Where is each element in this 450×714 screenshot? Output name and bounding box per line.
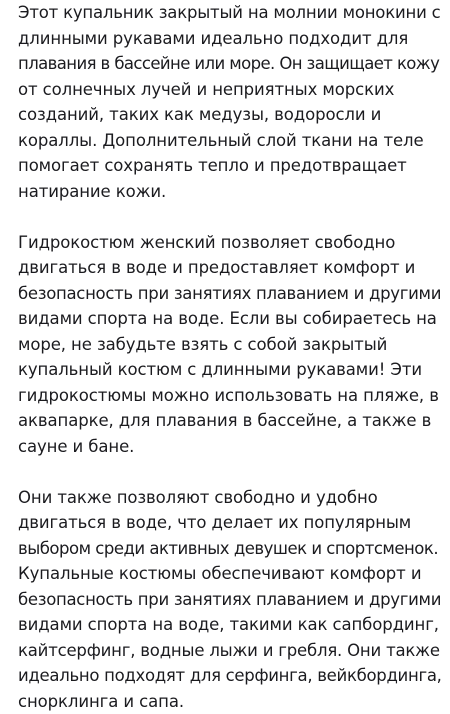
- text-line: безопасность при занятиях плаванием и другими: [18, 587, 442, 613]
- text-line: Гидрокостюм женский позволяет свободно: [18, 230, 442, 256]
- text-line: видами спорта на воде, такими как сапбординг,: [18, 612, 442, 638]
- text-line: море, не забудьте взять с собой закрытый: [18, 332, 442, 358]
- text-line: снорклинга и сапа.: [18, 689, 442, 714]
- text-line: аквапарке, для плавания в бассейне, а также в: [18, 408, 442, 434]
- text-line: двигаться в воде, что делает их популярным: [18, 510, 442, 536]
- text-line: Купальные костюмы обеспечивают комфорт и: [18, 561, 442, 587]
- description-paragraph-1: [18, 0, 442, 204]
- text-line: помогает сохранять тепло и предотвращает: [18, 153, 442, 179]
- text-line: плавания в бассейне или море. Он защищает кожу: [18, 51, 442, 77]
- text-line: Этот купальник закрытый на молнии монокини с: [18, 0, 442, 26]
- text-line: видами спорта на воде. Если вы собираетесь на: [18, 306, 442, 332]
- text-line: купальный костюм с длинными рукавами! Эти: [18, 357, 442, 383]
- text-line: двигаться в воде и предоставляет комфорт и: [18, 255, 442, 281]
- text-line: длинными рукавами идеально подходит для: [18, 26, 442, 52]
- text-line: выбором среди активных девушек и спортсменок.: [18, 536, 442, 562]
- text-line: Они также позволяют свободно и удобно: [18, 485, 442, 511]
- text-line: гидрокостюмы можно использовать на пляже, в: [18, 383, 442, 409]
- text-line: безопасность при занятиях плаванием и другими: [18, 281, 442, 307]
- text-line: идеально подходят для серфинга, вейкбординга,: [18, 663, 442, 689]
- text-line: натирание кожи.: [18, 179, 442, 205]
- text-line: кайтсерфинг, водные лыжи и гребля. Они также: [18, 638, 442, 664]
- text-line: от солнечных лучей и неприятных морских: [18, 77, 442, 103]
- text-line: созданий, таких как медузы, водоросли и: [18, 102, 442, 128]
- description-paragraph-2: [18, 230, 442, 460]
- text-line: сауне и бане.: [18, 434, 442, 460]
- text-line: кораллы. Дополнительный слой ткани на теле: [18, 128, 442, 154]
- description-paragraph-3: [18, 485, 442, 714]
